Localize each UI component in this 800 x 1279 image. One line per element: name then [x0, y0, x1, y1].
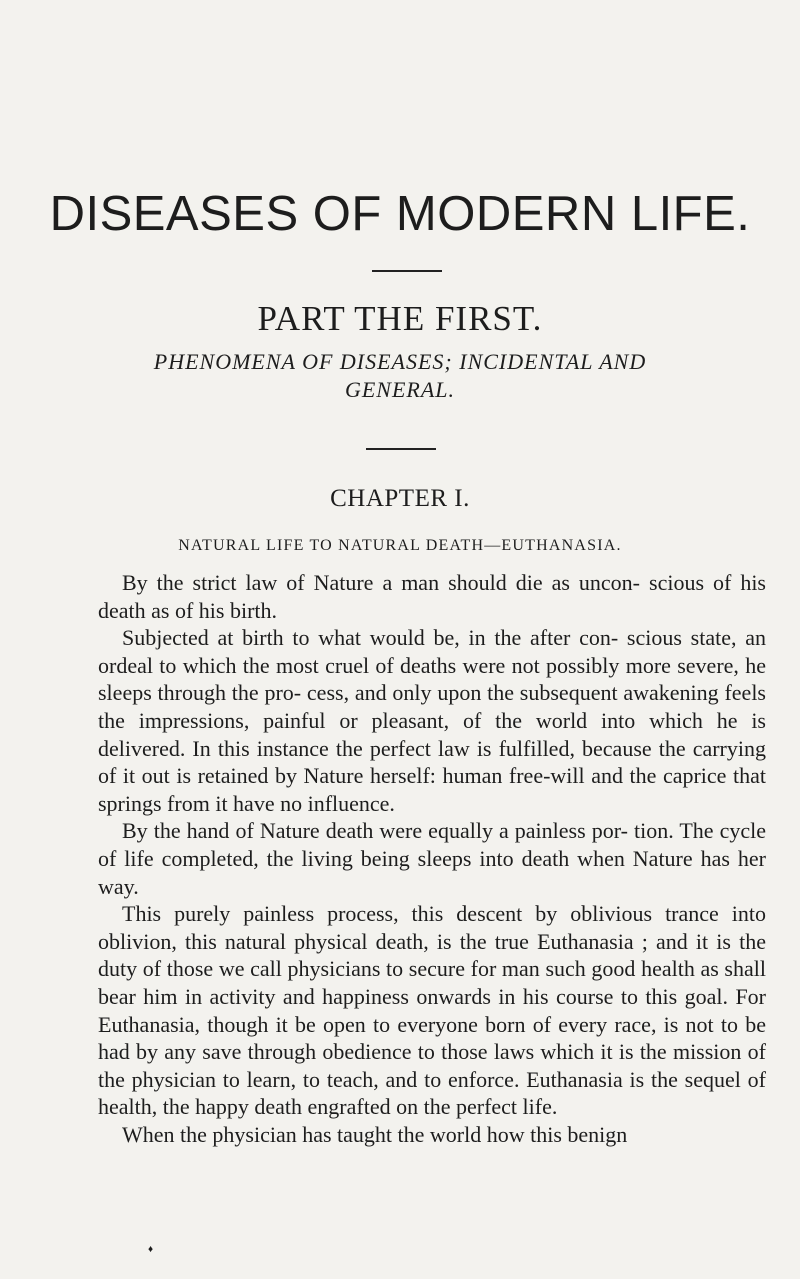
chapter-body	[98, 569, 766, 1148]
paragraph-4: This purely painless process, this descent by oblivious trance into oblivion, this natural physical death, is the true Euthanasia ; and it is the duty of those we call physicians to secure for man such good health as shall bear him in activity and happiness onwards in his course to this goal. For Euthanasia, though it be open to everyone born of every race, is not to be had by any save through obedience to those laws which it is the mission of the physician to learn, to teach, and to enforce. Euthanasia is the sequel of health, the happy death engrafted on the perfect life.	[98, 901, 766, 1120]
part-subtitle	[0, 348, 800, 404]
book-title: DISEASES OF MODERN LIFE.	[49, 187, 751, 241]
paragraph-5: When the physician has taught the world how this benign	[122, 1121, 628, 1147]
part-title: PART THE FIRST.	[257, 299, 543, 338]
part-divider	[366, 448, 436, 450]
paragraph-1: By the strict law of Nature a man should die as uncon- scious of his death as of his birth.	[98, 570, 766, 623]
chapter-title: CHAPTER I.	[330, 485, 470, 512]
chapter-subtitle: NATURAL LIFE TO NATURAL DEATH—EUTHANASIA.	[178, 537, 622, 554]
part-subtitle-line-1: PHENOMENA OF DISEASES; INCIDENTAL AND	[153, 349, 647, 374]
paragraph-3: By the hand of Nature death were equally a painless por- tion. The cycle of life completed, the living being sleeps into death when Nature has her way.	[98, 818, 766, 899]
paragraph-2: Subjected at birth to what would be, in the after con- scious state, an ordeal to which the most cruel of deaths were not possibly more severe, he sleeps through the pro- cess, and only upon the subsequent awakening feels the impressions, painful or pleasant, of the world into which he is delivered. In this instance the perfect law is fulfilled, because the carrying of it out is retained by Nature herself: human free-will and the caprice that springs from it have no influence.	[98, 625, 766, 816]
title-divider	[372, 270, 442, 272]
printer-mark: ♦	[148, 1244, 154, 1255]
part-subtitle-line-2: GENERAL.	[344, 377, 456, 402]
